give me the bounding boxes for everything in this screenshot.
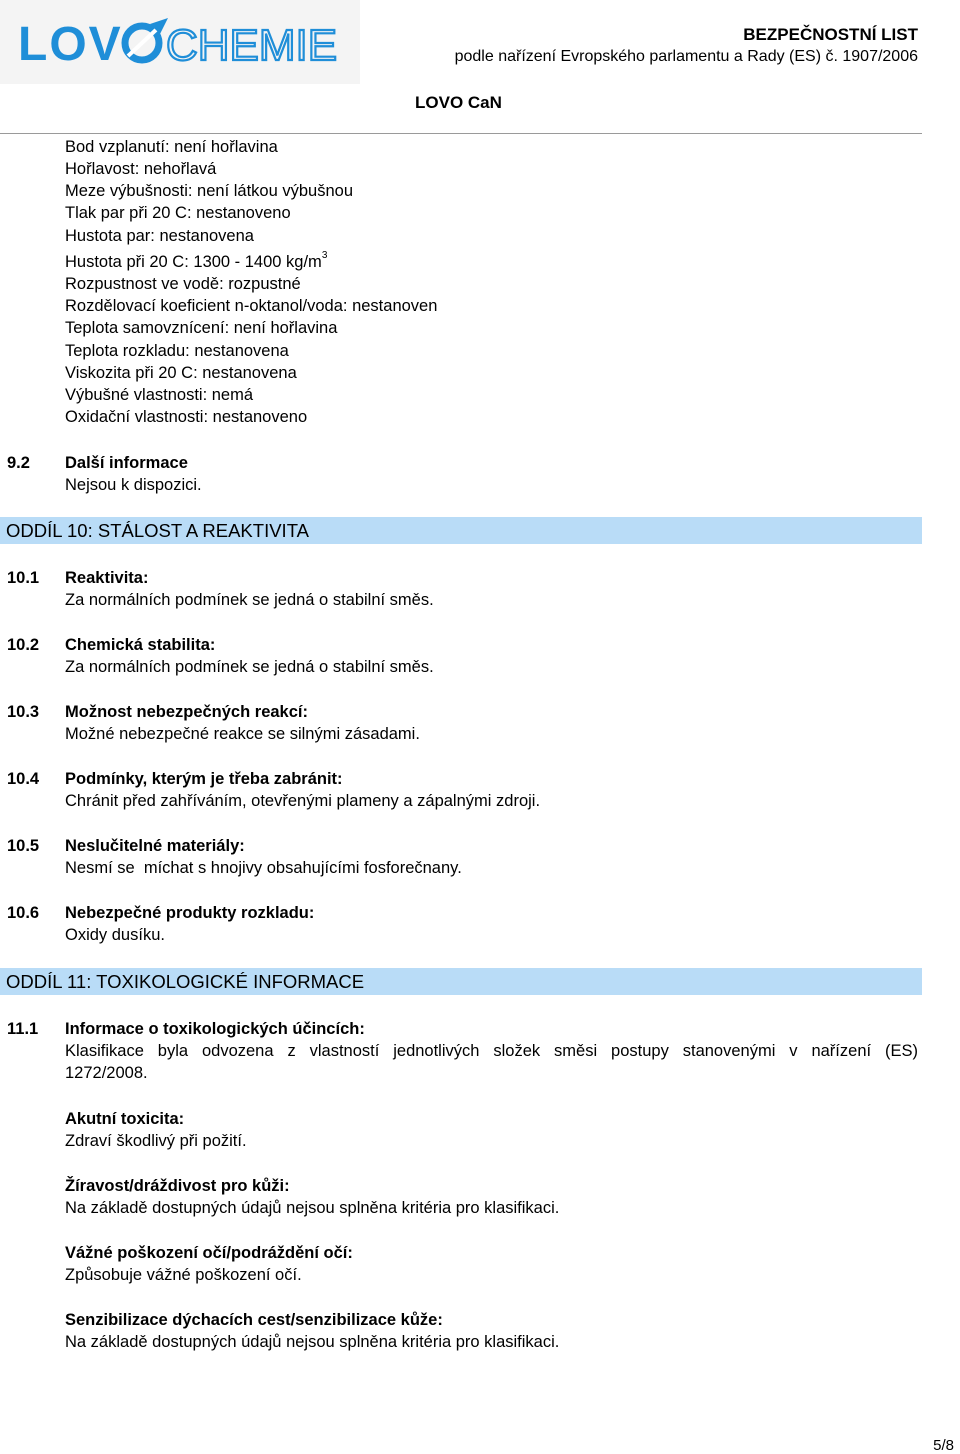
subsection-heading: Vážné poškození očí/podráždění očí: [65,1244,353,1262]
density-unit-superscript: 3 [321,250,328,261]
property-line: Rozpustnost ve vodě: rozpustné [65,275,301,293]
item-text: Nesmí se míchat s hnojivy obsahujícími fosforečnany. [65,859,462,877]
item-heading: Možnost nebezpečných reakcí: [65,703,308,721]
page-number: 5/8 [933,1437,954,1454]
item-text: Za normálních podmínek se jedná o stabilní směs. [65,658,434,676]
property-line: Hořlavost: nehořlavá [65,160,217,178]
subsection-text: Na základě dostupných údajů nejsou splněna kritéria pro klasifikaci. [65,1199,560,1217]
product-name: LOVO CaN [415,93,502,112]
item-number: 11.1 [7,1020,39,1038]
section-number: 9.2 [7,454,30,472]
item-heading: Informace o toxikologických účincích: [65,1020,365,1038]
item-text: Chránit před zahříváním, otevřenými plameny a zápalnými zdroji. [65,792,541,810]
logo-text-right: CHEMIE [166,21,338,70]
item-number: 10.3 [7,703,40,721]
property-line: Rozdělovací koeficient n-oktanol/voda: nestanoven [65,297,438,315]
classification-text-line1: Klasifikace byla odvozena z vlastností jednotlivých složek směsi postupy stanovenými v nařízení (ES) [65,1042,918,1060]
property-line: Meze výbušnosti: není látkou výbušnou [65,182,354,200]
item-text: Za normálních podmínek se jedná o stabilní směs. [65,591,434,609]
section-heading: Další informace [65,454,188,472]
subsection-text: Zdraví škodlivý při požití. [65,1132,247,1150]
section-11-bar [0,968,922,995]
property-line-density [65,252,327,272]
section-11-title: ODDÍL 11: TOXIKOLOGICKÉ INFORMACE [6,971,365,992]
item-heading: Neslučitelné materiály: [65,837,245,855]
property-line: Tlak par při 20 C: nestanoveno [65,204,291,222]
property-line: Teplota samovznícení: není hořlavina [65,319,338,337]
section-10-title: ODDÍL 10: STÁLOST A REAKTIVITA [6,520,309,541]
item-text: Oxidy dusíku. [65,926,165,944]
document-subtitle: podle nařízení Evropského parlamentu a Rady (ES) č. 1907/2006 [454,48,918,65]
item-heading: Chemická stabilita: [65,636,216,654]
subsection-heading: Senzibilizace dýchacích cest/senzibilizace kůže: [65,1311,443,1329]
item-number: 10.1 [7,569,40,587]
logo-text-left: LOV [18,18,123,71]
subsection-heading: Akutní toxicita: [65,1110,185,1128]
property-line: Bod vzplanutí: není hořlavina [65,138,278,156]
property-line: Viskozita při 20 C: nestanovena [65,364,297,382]
section-10-bar [0,517,922,544]
document-title: BEZPEČNOSTNÍ LIST [743,25,918,44]
item-heading: Podmínky, kterým je třeba zabránit: [65,770,343,788]
subsection-text: Na základě dostupných údajů nejsou splněna kritéria pro klasifikaci. [65,1333,560,1351]
property-line: Oxidační vlastnosti: nestanoveno [65,408,308,426]
property-line: Teplota rozkladu: nestanovena [65,342,289,360]
item-number: 10.4 [7,770,40,788]
property-line: Hustota par: nestanovena [65,227,254,245]
section-text: Nejsou k dispozici. [65,476,202,494]
item-heading: Nebezpečné produkty rozkladu: [65,904,315,922]
subsection-text: Způsobuje vážné poškození očí. [65,1266,302,1284]
item-number: 10.2 [7,636,40,654]
item-text: Možné nebezpečné reakce se silnými zásadami. [65,725,420,743]
item-number: 10.5 [7,837,40,855]
property-line: Výbušné vlastnosti: nemá [65,386,254,404]
header-divider [0,133,922,134]
item-heading: Reaktivita: [65,569,149,587]
item-number: 10.6 [7,904,40,922]
density-text: Hustota při 20 C: 1300 - 1400 kg/m [65,253,322,271]
classification-text-line2: 1272/2008. [65,1064,148,1082]
company-logo [0,0,360,84]
subsection-heading: Žíravost/dráždivost pro kůži: [65,1177,290,1195]
